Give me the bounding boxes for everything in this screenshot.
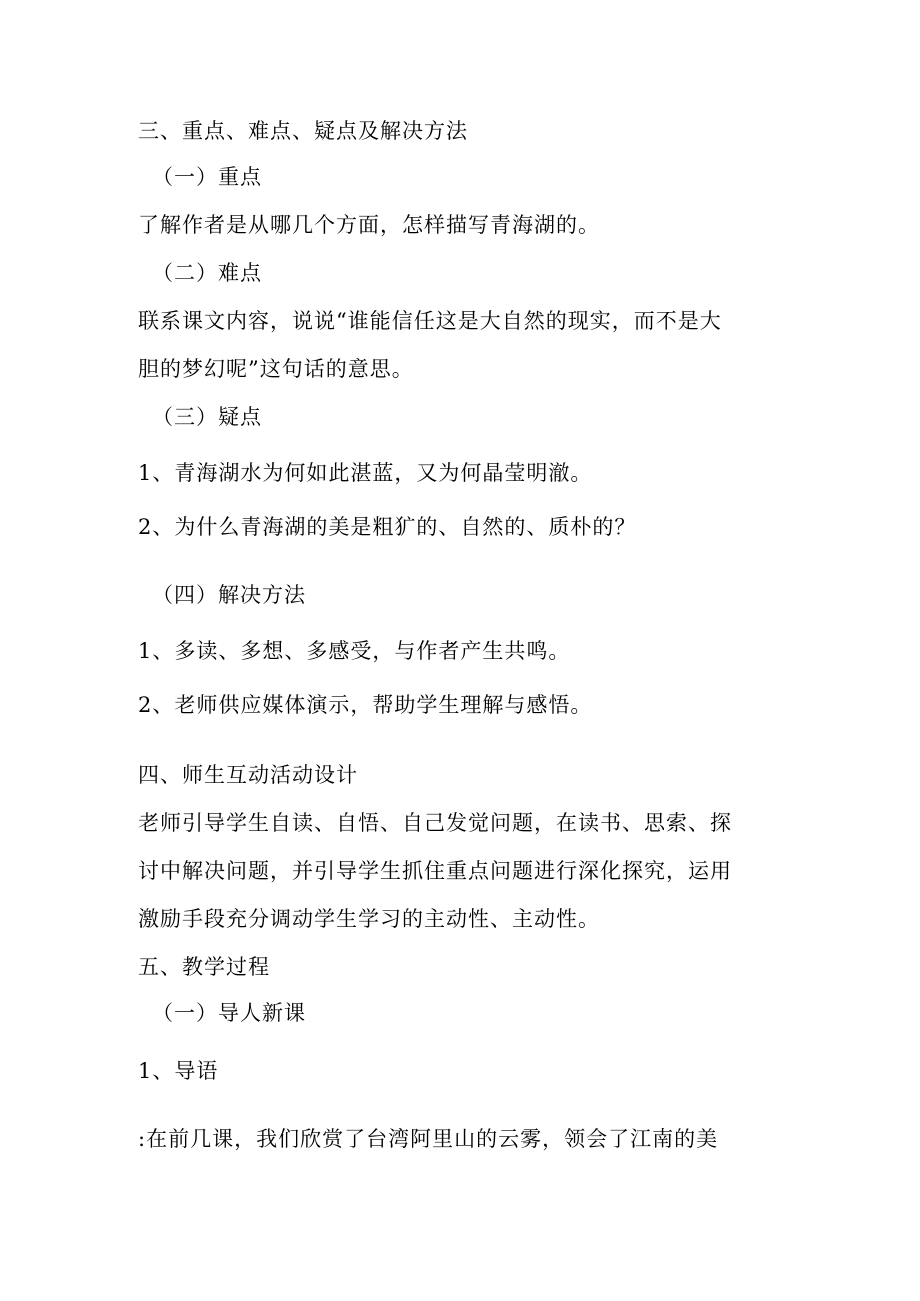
paragraph-line: 了解作者是从哪几个方面，怎样描写青海湖的。 xyxy=(138,213,600,237)
paragraph-line: 激励手段充分调动学生学习的主动性、主动性。 xyxy=(138,907,600,931)
paragraph-line: 讨中解决问题，并引导学生抓住重点问题进行深化探究，运用 xyxy=(138,859,732,883)
subheading: （一）重点 xyxy=(152,165,262,189)
list-item: 1、青海湖水为何如此湛蓝，又为何晶莹明澈。 xyxy=(138,461,593,485)
list-item: 1、导语 xyxy=(138,1059,219,1083)
subheading: （二）难点 xyxy=(152,261,262,285)
list-item: 2、老师供应媒体演示，帮助学生理解与感悟。 xyxy=(138,693,593,717)
list-item: 2、为什么青海湖的美是粗犷的、自然的、质朴的？ xyxy=(138,515,637,539)
paragraph-line: 胆的梦幻呢”这句话的意思。 xyxy=(138,357,414,381)
section-heading: 三、重点、难点、疑点及解决方法 xyxy=(138,119,468,143)
subheading: （四）解决方法 xyxy=(152,583,306,607)
subheading: （三）疑点 xyxy=(152,405,262,429)
section-heading: 五、教学过程 xyxy=(138,955,270,979)
paragraph-line: 联系课文内容，说说“谁能信任这是大自然的现实，而不是大 xyxy=(138,309,722,333)
paragraph-line: 老师引导学生自读、自悟、自己发觉问题，在读书、思索、探 xyxy=(138,811,732,835)
subheading: （一）导人新课 xyxy=(152,1001,306,1025)
list-item: 1、多读、多想、多感受，与作者产生共鸣。 xyxy=(138,639,571,663)
section-heading: 四、师生互动活动设计 xyxy=(138,763,358,787)
paragraph-line: :在前几课，我们欣赏了台湾阿里山的云雾，领会了江南的美 xyxy=(138,1127,719,1151)
